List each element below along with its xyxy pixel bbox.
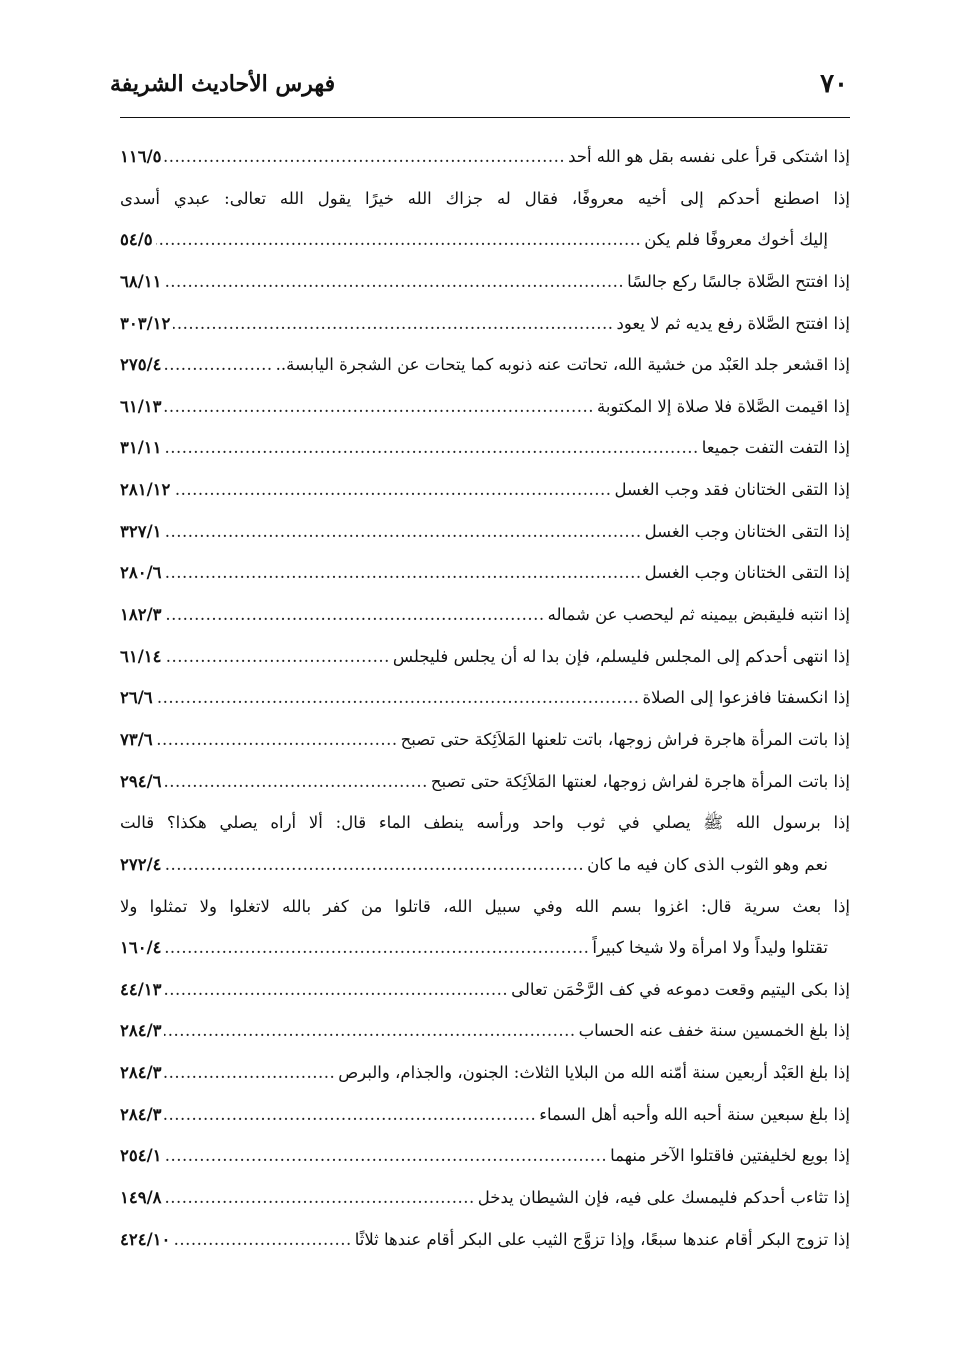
entry-text: إذا التقى الختانان فقد وجب الغسل (614, 480, 850, 500)
entry-text: إذا باتت المرأة هاجرة فراش زوجها، باتت تلعنها المَلاَئِكة حتى تصبح (400, 729, 850, 749)
index-entry (120, 802, 850, 844)
entry-text: إذا بكى اليتيم وقعت دموعه في كف الرَّحْمَن تعالى (511, 979, 850, 999)
index-entry (120, 594, 850, 636)
index-entry (120, 427, 850, 469)
entry-text: إذا بلغ سبعين سنة أحبه الله وأحبه أهل السماء (539, 1104, 850, 1124)
entry-text: إذا التقى الختانان وجب الغسل (644, 563, 850, 583)
leader-dots (164, 594, 544, 636)
index-entry (120, 344, 850, 386)
entry-reference: ٧٣/٦ (120, 729, 153, 749)
entry-text: نعم وهو الثوب الذى كان فيه ما كان (587, 854, 828, 874)
index-entry-continuation (120, 844, 850, 886)
index-entry (120, 636, 850, 678)
leader-dots (164, 386, 593, 428)
entry-text: إذا اصطنع أحدكم إلى أخيه معروفًا، فقال له جزاك الله خيرًا يقول الله تعالى: عبدي أسدى (120, 188, 850, 208)
leader-dots (173, 1219, 351, 1261)
leader-dots (164, 261, 624, 303)
entry-text: إليك أخوك معروفًا فلم يكن (644, 230, 828, 250)
entry-reference: ٥٤/٥ (120, 230, 153, 250)
header-rule (120, 117, 850, 118)
leader-dots (164, 1177, 474, 1219)
entry-reference: ٦١/١٤ (120, 646, 162, 666)
index-entry (120, 677, 850, 719)
leader-dots (164, 1010, 575, 1052)
entry-text: تقتلوا وليداً ولا امرأة ولا شيخا كبيراً (592, 938, 828, 958)
entry-text: إذا انتهى أحدكم إلى المجلس فليسلم، فإن بدا له أن يجلس فليجلس (392, 646, 850, 666)
entry-reference: ٤٤/١٣ (120, 979, 162, 999)
index-entry (120, 136, 850, 178)
leader-dots (164, 1094, 536, 1136)
hadith-index-list (120, 136, 850, 1260)
index-entry (120, 886, 850, 928)
leader-dots (164, 761, 427, 803)
entry-reference: ٢٩٤/٦ (120, 771, 162, 791)
leader-dots (164, 1052, 335, 1094)
entry-text: إذا بلغ الخمسين سنة خفف عنه الحساب (578, 1021, 850, 1041)
entry-reference: ١١٦/٥ (120, 147, 162, 166)
entry-reference: ٦٨/١١ (120, 271, 162, 291)
leader-dots (164, 636, 389, 678)
entry-text: إذا باتت المرأة هاجرة لفراش زوجها، لعنتها المَلاَئِكة حتى تصبح (430, 771, 850, 791)
leader-dots (156, 219, 642, 261)
leader-dots (164, 136, 565, 178)
leader-dots (164, 511, 641, 553)
page-number: ٧٠ (820, 69, 848, 99)
entry-reference: ٢٨١/١٢ (120, 480, 171, 500)
index-entry (120, 761, 850, 803)
entry-text: إذا اشتكى قرأ على نفسه بقل هو الله أحد (568, 147, 850, 166)
index-entry (120, 1219, 850, 1261)
entry-text: إذا التفت التفت جميعا (701, 438, 850, 458)
entry-reference: ٢٥٤/١ (120, 1146, 162, 1166)
index-entry (120, 178, 850, 220)
index-entry (120, 511, 850, 553)
page-header (110, 62, 848, 106)
page-title: فهرس الأحاديث الشريفة (110, 71, 336, 97)
leader-dots (173, 469, 611, 511)
index-entry (120, 261, 850, 303)
entry-reference: ٢٦/٦ (120, 688, 153, 708)
entry-text: إذا بلغ العَبْد أربعين سنة أمّنه الله من البلايا الثلاث: الجنون، والجذام، والبرص (338, 1063, 850, 1083)
leader-dots (164, 969, 508, 1011)
leader-dots (164, 927, 589, 969)
index-entry (120, 1094, 850, 1136)
entry-text: إذا تثاءب أحدكم فليمسك على فيه، فإن الشيطان يدخل (477, 1188, 850, 1208)
entry-text: إذا انكسفتا فافزعوا إلى الصلاة (642, 688, 850, 708)
entry-reference: ٣٢٧/١ (120, 521, 162, 541)
entry-reference: ٢٨٤/٣ (120, 1063, 162, 1083)
index-entry (120, 719, 850, 761)
leader-dots (164, 1135, 607, 1177)
index-entry (120, 469, 850, 511)
entry-text: إذا افتتح الصَّلاة جالسًا ركع جالسًا (627, 271, 850, 291)
entry-text: إذا انتبه فليقبض بيمينه ثم ليحصب عن شماله (547, 605, 850, 625)
entry-reference: ٤٢٤/١٠ (120, 1229, 171, 1249)
index-entry-continuation (120, 219, 850, 261)
index-entry (120, 1052, 850, 1094)
leader-dots (156, 719, 398, 761)
leader-dots (173, 303, 613, 345)
index-entry-continuation (120, 927, 850, 969)
index-entry (120, 552, 850, 594)
entry-reference: ١٤٩/٨ (120, 1188, 162, 1208)
entry-reference: ٢٧٥/٤ (120, 355, 162, 375)
entry-reference: ١٨٢/٣ (120, 605, 162, 625)
entry-reference: ٣٠٣/١٢ (120, 313, 171, 333)
leader-dots (164, 844, 584, 886)
index-entry (120, 969, 850, 1011)
index-entry (120, 1177, 850, 1219)
entry-reference: ٦١/١٣ (120, 396, 162, 416)
leader-dots (164, 427, 698, 469)
index-entry (120, 1135, 850, 1177)
index-entry (120, 303, 850, 345)
entry-reference: ٢٨٤/٣ (120, 1021, 162, 1041)
entry-text: إذا التقى الختانان وجب الغسل (644, 521, 850, 541)
entry-text: إذا تزوج البكر أقام عندها سبعًا، وإذا تزوَّج الثيب على البكر أقام عندها ثلاثًا (354, 1229, 850, 1249)
entry-text: إذا برسول الله ﷺ يصلي في ثوب واحد ورأسه ينطف الماء قال: ألا أراه يصلي هكذا؟ قالت (120, 813, 850, 833)
entry-text: إذا اقشعر جلد العَبْد من خشية الله، تحاتت عنه ذنوبه كما يتحات عن الشجرة اليابسة.. (275, 355, 850, 375)
entry-reference: ٢٨٤/٣ (120, 1104, 162, 1124)
entry-reference: ١٦٠/٤ (120, 938, 162, 958)
entry-text: إذا بويع لخليفتين فاقتلوا الآخر منهما (610, 1146, 850, 1166)
leader-dots (164, 552, 641, 594)
entry-text: إذا افتتح الصَّلاة رفع يديه ثم لا يعود (616, 313, 850, 333)
index-entry (120, 386, 850, 428)
leader-dots (156, 677, 640, 719)
entry-reference: ٢٧٢/٤ (120, 854, 162, 874)
index-entry (120, 1010, 850, 1052)
entry-reference: ٣١/١١ (120, 438, 162, 458)
leader-dots (164, 344, 272, 386)
entry-text: إذا اقيمت الصَّلاة فلا صلاة إلا المكتوبة (596, 396, 850, 416)
entry-reference: ٢٨٠/٦ (120, 563, 162, 583)
entry-text: إذا بعث سرية قال: اغزوا بسم الله وفي سبيل الله، قاتلوا من كفر بالله لاتغلوا ولا تمثلوا ولا (120, 896, 850, 916)
